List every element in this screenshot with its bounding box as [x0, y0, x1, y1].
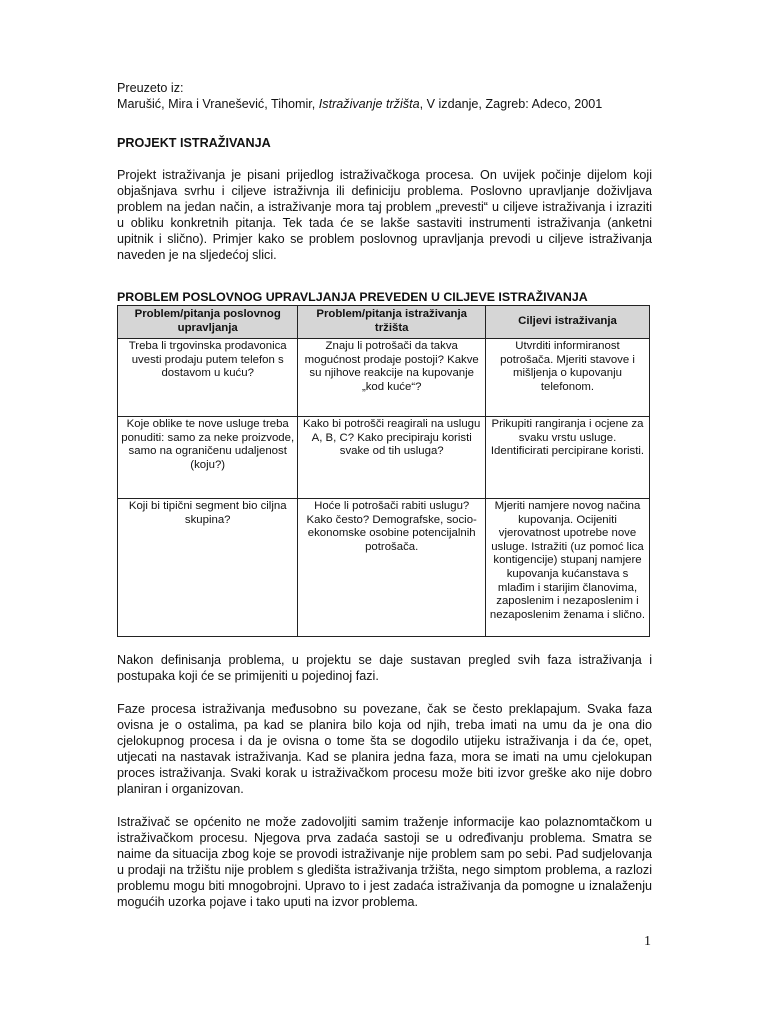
source-label: Preuzeto iz: [117, 81, 184, 95]
paragraph-phases: Faze procesa istraživanja međusobno su povezane, čak se često preklapajum. Svaka faza ovisna je o ostalima, pa kad se planira bilo koja od njih, treba imati na umu da je ona dio cjelokupnog procesa i da je ovisna o tome šta se dogodilo utijeku istraživanja i da će, opet, utjecati na nastavak istraživanja. Kad se planira jedna faza, mora se imati na umu cjelokupan proces istraživanja. Svaki korak u istraživačkom procesu može biti izvor greške ako nije dobro planiran i organizovan. [117, 702, 652, 796]
table-row [118, 417, 650, 499]
table-row [118, 499, 650, 637]
header-business-problem: Problem/pitanja poslovnog upravljanja [118, 306, 298, 339]
section-title: PROJEKT ISTRAŽIVANJA [117, 136, 271, 150]
paragraph-definition: Nakon definisanja problema, u projektu se daje sustavan pregled svih faza istraživanja i postupaka koji će se primijeniti u pojedinoj fazi. [117, 653, 652, 683]
paragraph-researcher: Istraživač se općenito ne može zadovoljiti samim traženje informacije kao polaznomtačkom u istraživačkom procesu. Njegova prva zadaća sastoji se u određivanju problema. Smatra se naime da situacija zbog koje se provodi istraživanje nije problem sam po sebi. Pad sudjelovanja u prodaji na tržištu nije problem s gledišta istraživanja tržišta, nego simptom problema, a razlozi problemu mogu biti mnogobrojni. Upravo to i jest zadaća istraživanja da pomogne u iznalaženju mogućih uzorka pojave i tako uputi na izvor problema. [117, 815, 652, 909]
table-cell: Koje oblike te nove usluge treba ponuditi: samo za neke proizvode, samo na ograničenu udaljenost (koju?) [118, 417, 298, 499]
document-page [117, 80, 652, 910]
table-cell: Prikupiti rangiranja i ocjene za svaku vrstu usluge. Identificirati percipirane koristi. [485, 417, 649, 499]
header-research-goals: Ciljevi istraživanja [485, 306, 649, 339]
source-citation [117, 96, 652, 112]
source-edition: , V izdanje, Zagreb: Adeco, 2001 [419, 97, 603, 111]
table-cell: Treba li trgovinska prodavonica uvesti prodaju putem telefon s dostavom u kuću? [118, 339, 298, 417]
table-cell: Koji bi tipični segment bio ciljna skupina? [118, 499, 298, 637]
table-row [118, 339, 650, 417]
source-book-title: Istraživanje tržišta [318, 97, 420, 111]
table-cell: Utvrditi informiranost potrošača. Mjeriti stavove i mišljenja o kupovanju telefonom. [485, 339, 649, 417]
intro-paragraph: Projekt istraživanja je pisani prijedlog istraživačkoga procesa. On uvijek počinje dijelom koji objašnjava svrhu i ciljeve istraživnja ili definiciju problema. Poslovno upravljanje doživljava problem na jedan način, a istraživanje mora taj problem „prevesti“ u ciljeve istraživanja i izraziti u obliku konkretnih pitanja. Tek tada će se lakše sastaviti instrumenti istraživanja (anketni upitnik i slično). Primjer kako se problem poslovnog upravljanja prevodi u ciljeve istraživanja naveden je na sljedećoj slici. [117, 168, 652, 262]
translation-table [117, 305, 650, 637]
table-cell: Kako bi potrošči reagirali na uslugu A, B, C? Kako precipiraju koristi svake od tih usluga? [298, 417, 486, 499]
table-cell: Znaju li potrošači da takva mogućnost prodaje postoji? Kakve su njihove reakcije na kupovanje „kod kuće“? [298, 339, 486, 417]
source-authors: Marušić, Mira i Vranešević, Tihomir, [117, 97, 319, 111]
header-research-problem: Problem/pitanja istraživanja tržišta [298, 306, 486, 339]
page-number: 1 [644, 934, 651, 949]
table-cell: Hoće li potrošači rabiti uslugu? Kako često? Demografske, socio-ekonomske osobine potencijalnih potrošača. [298, 499, 486, 637]
table-cell: Mjeriti namjere novog načina kupovanja. Ocijeniti vjerovatnost upotrebe nove usluge. Istražiti (uz pomoć lica kontigencije) stupanj namjere kupovanja kućanstava s mlađim i starijim članovima, zaposlenim i nezaposlenim i nezaposlenim ženama i slično. [485, 499, 649, 637]
table-title: PROBLEM POSLOVNOG UPRAVLJANJA PREVEDEN U CILJEVE ISTRAŽIVANJA [117, 290, 588, 304]
table-header-row [118, 306, 650, 339]
